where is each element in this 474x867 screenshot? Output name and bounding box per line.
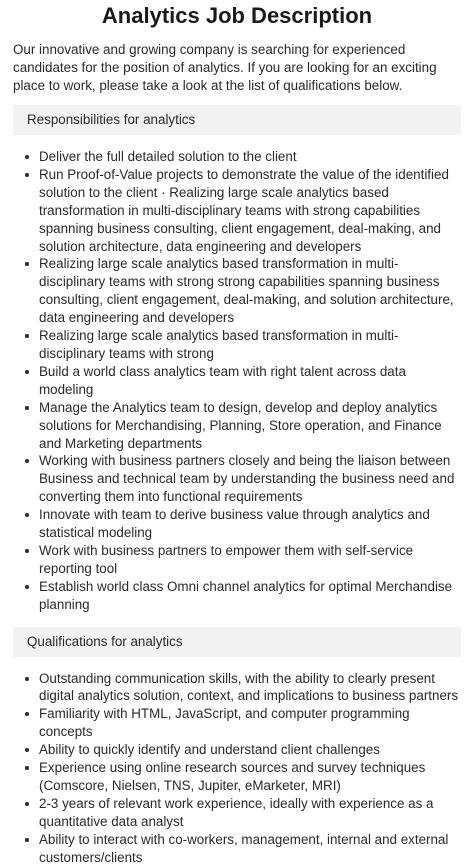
bullet-icon (25, 585, 29, 589)
list-item-text: Experience using online research sources and survey techniques (Comscore, Nielsen, TNS, Jupiter, eMarketer, MRI) (39, 760, 426, 793)
page-title: Analytics Job Description (101, 3, 373, 28)
list-item-text: Ability to quickly identify and understand client challenges (39, 742, 380, 758)
list-item-text: Deliver the full detailed solution to the client (39, 149, 297, 164)
bullet-icon (25, 173, 29, 177)
bullet-icon (25, 766, 29, 770)
list-item (39, 506, 461, 542)
list-item (39, 741, 461, 759)
list-item (39, 831, 461, 867)
list-item-text: Ability to interact with co-workers, management, internal and external customers/clients (39, 831, 449, 865)
bullet-icon (25, 459, 29, 463)
list-item-text: Establish world class Omni channel analytics for optimal Merchandise planning (39, 578, 453, 612)
list-item-text: Realizing large scale analytics based transformation in multi-disciplinary teams with strong strong capabilities spanning business consulting, client engagement, deal-making, and solution architecture, data engineering and developers (39, 256, 454, 326)
list-item-text: Build a world class analytics team with right talent across data modeling (39, 363, 406, 397)
bullet-icon (25, 513, 29, 517)
list-item (39, 578, 461, 614)
list-item (39, 327, 461, 363)
list-item (39, 452, 461, 506)
list-item-text: Working with business partners closely and being the liaison between Business and technical team by understanding the business need and converting them into functional requirements (39, 453, 455, 505)
list-item-text: Work with business partners to empower them with self-service reporting tool (39, 542, 414, 576)
list-item (39, 148, 461, 166)
list-item-text: Innovate with team to derive business value through analytics and statistical modeling (39, 507, 430, 541)
bullet-icon (25, 802, 29, 806)
bullet-icon (25, 712, 29, 716)
responsibilities-list (13, 148, 461, 614)
bullet-icon (25, 262, 29, 266)
responsibilities-heading: Responsibilities for analytics (13, 105, 461, 135)
bullet-icon (25, 549, 29, 553)
list-item-text: Run Proof-of-Value projects to demonstrate the value of the identified solution to the client · Realizing large scale analytics based transformation in multi-disciplinary teams with strong capabilities spanning business consulting, client engagement, deal-making, and solution architecture, data engineering and developers (39, 166, 449, 254)
list-item (39, 399, 461, 453)
bullet-icon (25, 838, 29, 842)
list-item-text: 2-3 years of relevant work experience, ideally with experience as a quantitative data analyst (39, 795, 434, 829)
list-item (39, 542, 461, 578)
list-item (39, 363, 461, 399)
list-item (39, 705, 461, 741)
list-item-text: Realizing large scale analytics based transformation in multi-disciplinary teams with strong (39, 328, 399, 361)
qualifications-heading: Qualifications for analytics (13, 627, 461, 657)
bullet-icon (25, 406, 29, 410)
list-item (39, 166, 461, 256)
list-item-text: Outstanding communication skills, with the ability to clearly present digital analytics solution, context, and implications to business partners (39, 670, 459, 704)
list-item-text: Manage the Analytics team to design, develop and deploy analytics solutions for Merchandising, Planning, Store operation, and Finance and Marketing departments (39, 399, 442, 451)
list-item (39, 795, 461, 831)
bullet-icon (25, 370, 29, 374)
list-item (39, 759, 461, 795)
list-item-text: Familiarity with HTML, JavaScript, and computer programming concepts (39, 706, 410, 740)
bullet-icon (25, 748, 29, 752)
bullet-icon (25, 155, 29, 159)
list-item (39, 670, 461, 706)
qualifications-list (13, 670, 461, 867)
bullet-icon (25, 334, 29, 338)
list-item (39, 255, 461, 327)
intro-paragraph: Our innovative and growing company is searching for experienced candidates for the position of analytics. If you are looking for an exciting place to work, please take a look at the list of qualifications below. (13, 42, 437, 93)
bullet-icon (25, 677, 29, 681)
